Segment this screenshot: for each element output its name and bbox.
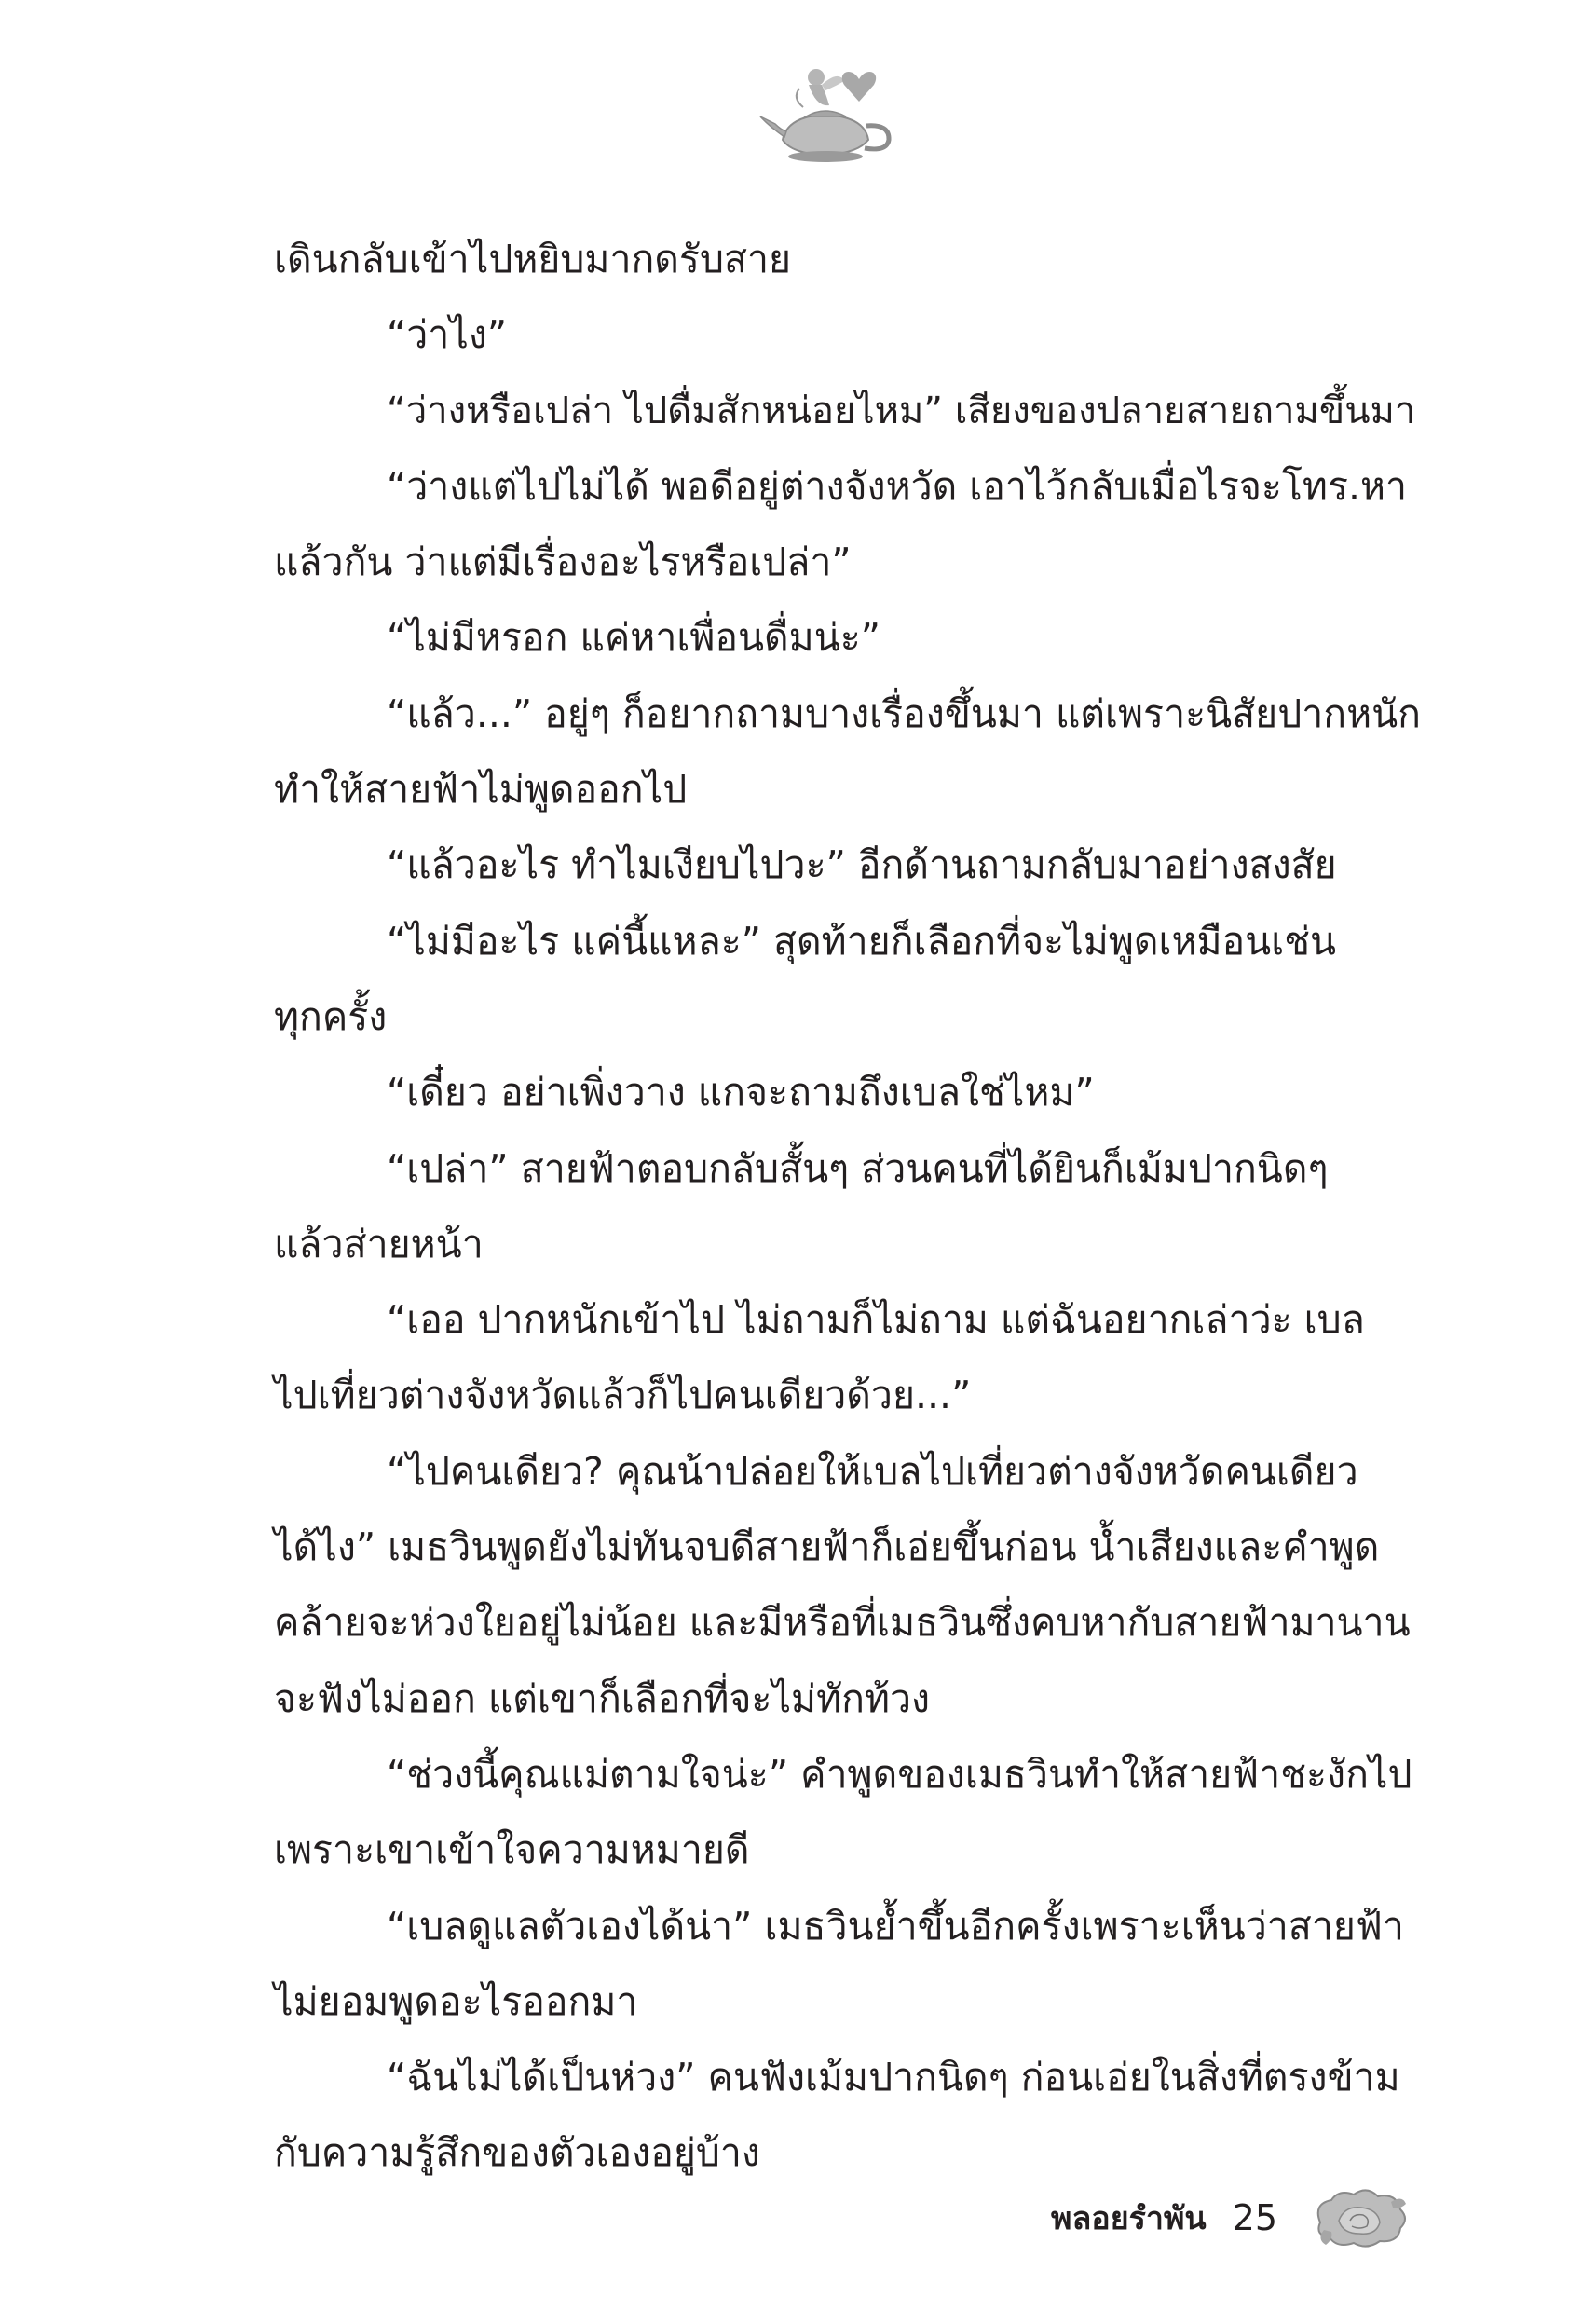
text-line: กับความรู้สึกของตัวเองอยู่บ้าง (274, 2130, 760, 2176)
text-line: “ไปคนเดียว? คุณน้าปล่อยให้เบลไปเที่ยวต่างจังหวัดคนเดียว (387, 1448, 1358, 1494)
text-line: “เบลดูแลตัวเองได้น่า” เมธวินย้ำขึ้นอีกครั้งเพราะเห็นว่าสายฟ้า (387, 1903, 1404, 1949)
book-title: พลอยรำพัน (1051, 2200, 1207, 2237)
text-line: “ว่างหรือเปล่า ไปดื่มสักหน่อยไหม” เสียงของปลายสายถามขึ้นมา (387, 389, 1416, 432)
text-line: “ไม่มีอะไร แค่นี้แหละ” สุดท้ายก็เลือกที่จะไม่พูดเหมือนเช่น (387, 918, 1337, 964)
text-line: “ช่วงนี้คุณแม่ตามใจน่ะ” คำพูดของเมธวินทำให้สายฟ้าชะงักไป (387, 1751, 1412, 1797)
text-line: แล้วส่ายหน้า (274, 1221, 484, 1266)
text-line: “เปล่า” สายฟ้าตอบกลับสั้นๆ ส่วนคนที่ได้ยินก็เม้มปากนิดๆ (387, 1145, 1329, 1191)
text-line: “ไม่มีหรอก แค่หาเพื่อนดื่มน่ะ” (387, 615, 880, 661)
text-line: ไปเที่ยวต่างจังหวัดแล้วก็ไปคนเดียวด้วย...” (274, 1373, 972, 1418)
text-line: “เดี๋ยว อย่าเพิ่งวาง แกจะถามถึงเบลใช่ไหม” (387, 1070, 1095, 1115)
text-line: “ฉันไม่ได้เป็นห่วง” คนฟังเม้มปากนิดๆ ก่อนเอ่ยในสิ่งที่ตรงข้าม (387, 2055, 1400, 2100)
text-line: “แล้ว...” อยู่ๆ ก็อยากถามบางเรื่องขึ้นมา แต่เพราะนิสัยปากหนัก (387, 691, 1421, 736)
text-line: จะฟังไม่ออก แต่เขาก็เลือกที่จะไม่ทักท้วง (274, 1675, 931, 1721)
text-line: “ว่าไง” (387, 312, 508, 358)
text-line: ทุกครั้ง (274, 993, 388, 1039)
text-line: ไม่ยอมพูดอะไรออกมา (274, 1978, 638, 2024)
body-text (274, 222, 1422, 2192)
text-line: เดินกลับเข้าไปหยิบมากดรับสาย (274, 237, 792, 281)
text-line: คล้ายจะห่วงใยอยู่ไม่น้อย และมีหรือที่เมธวินซึ่งคบหากับสายฟ้ามานาน (274, 1600, 1411, 1646)
text-line: ทำให้สายฟ้าไม่พูดออกไป (274, 767, 688, 813)
page-footer (1051, 2185, 1410, 2250)
text-line: “ว่างแต่ไปไม่ได้ พอดีอยู่ต่างจังหวัด เอาไว้กลับเมื่อไรจะโทร.หา (387, 463, 1408, 509)
cupid-teapot-ornament-icon (755, 51, 904, 172)
text-line: “เออ ปากหนักเข้าไป ไม่ถามก็ไม่ถาม แต่ฉันอยากเล่าว่ะ เบล (387, 1297, 1365, 1343)
text-line: ได้ไง” เมธวินพูดยังไม่ทันจบดีสายฟ้าก็เอ่ยขึ้นก่อน น้ำเสียงและคำพูด (274, 1525, 1380, 1570)
page-number: 25 (1232, 2197, 1277, 2238)
rose-ornament-icon (1311, 2185, 1410, 2250)
text-line: เพราะเขาเข้าใจความหมายดี (274, 1827, 750, 1873)
text-line: “แล้วอะไร ทำไมเงียบไปวะ” อีกด้านถามกลับมาอย่างสงสัย (387, 842, 1337, 888)
text-line: แล้วกัน ว่าแต่มีเรื่องอะไรหรือเปล่า” (274, 540, 852, 585)
